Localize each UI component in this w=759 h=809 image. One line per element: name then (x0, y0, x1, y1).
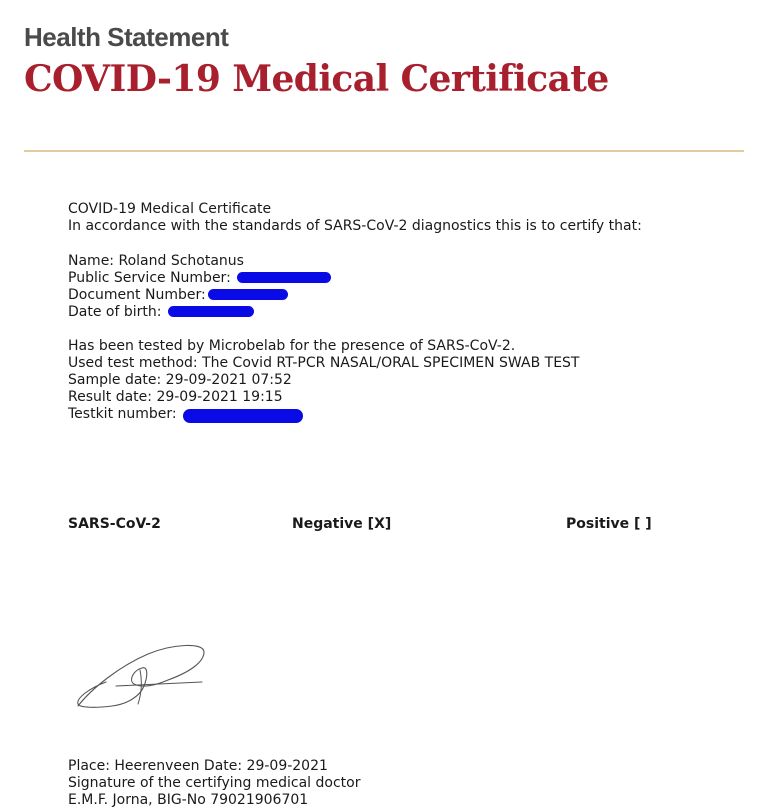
sample-date-line: Sample date: 29-09-2021 07:52 (68, 372, 292, 388)
redaction-mark (237, 272, 331, 283)
intro-line-title: COVID-19 Medical Certificate (68, 201, 272, 217)
tested-by-line: Has been tested by Microbelab for the presence of SARS-CoV-2. (68, 338, 516, 354)
result-test-name: SARS-CoV-2 (68, 516, 161, 532)
result-positive: Positive [ ] (566, 516, 652, 532)
result-date-line: Result date: 29-09-2021 19:15 (68, 389, 283, 405)
doctor-signature (72, 640, 212, 714)
date-of-birth-line (68, 304, 331, 321)
header-divider (24, 150, 744, 152)
redaction-mark (183, 409, 303, 423)
redaction-mark (208, 289, 288, 300)
intro-block (68, 201, 642, 235)
doctor-name: E.M.F. Jorna, BIG-No 79021906701 (68, 792, 309, 808)
date-of-birth-label: Date of birth: (68, 304, 162, 320)
place-date-line: Place: Heerenveen Date: 29-09-2021 (68, 758, 328, 774)
certificate-title: COVID-19 Medical Certificate (24, 58, 609, 100)
redaction-mark (168, 306, 254, 317)
testkit-number-label: Testkit number: (68, 406, 177, 422)
signature-caption: Signature of the certifying medical doctor (68, 775, 361, 791)
test-details (68, 338, 579, 423)
header-subtitle: Health Statement (24, 22, 229, 52)
public-service-number-label: Public Service Number: (68, 270, 231, 286)
document-number-label: Document Number: (68, 287, 206, 303)
intro-line-statement: In accordance with the standards of SARS-CoV-2 diagnostics this is to certify that: (68, 218, 642, 234)
testkit-number-line (68, 406, 579, 423)
test-method-line: Used test method: The Covid RT-PCR NASAL/ORAL SPECIMEN SWAB TEST (68, 355, 580, 371)
document-number-line (68, 287, 331, 304)
signature-block (68, 758, 360, 809)
public-service-number-line (68, 270, 331, 287)
name-line: Name: Roland Schotanus (68, 253, 244, 269)
result-negative: Negative [X] (292, 516, 392, 532)
person-details (68, 253, 331, 321)
